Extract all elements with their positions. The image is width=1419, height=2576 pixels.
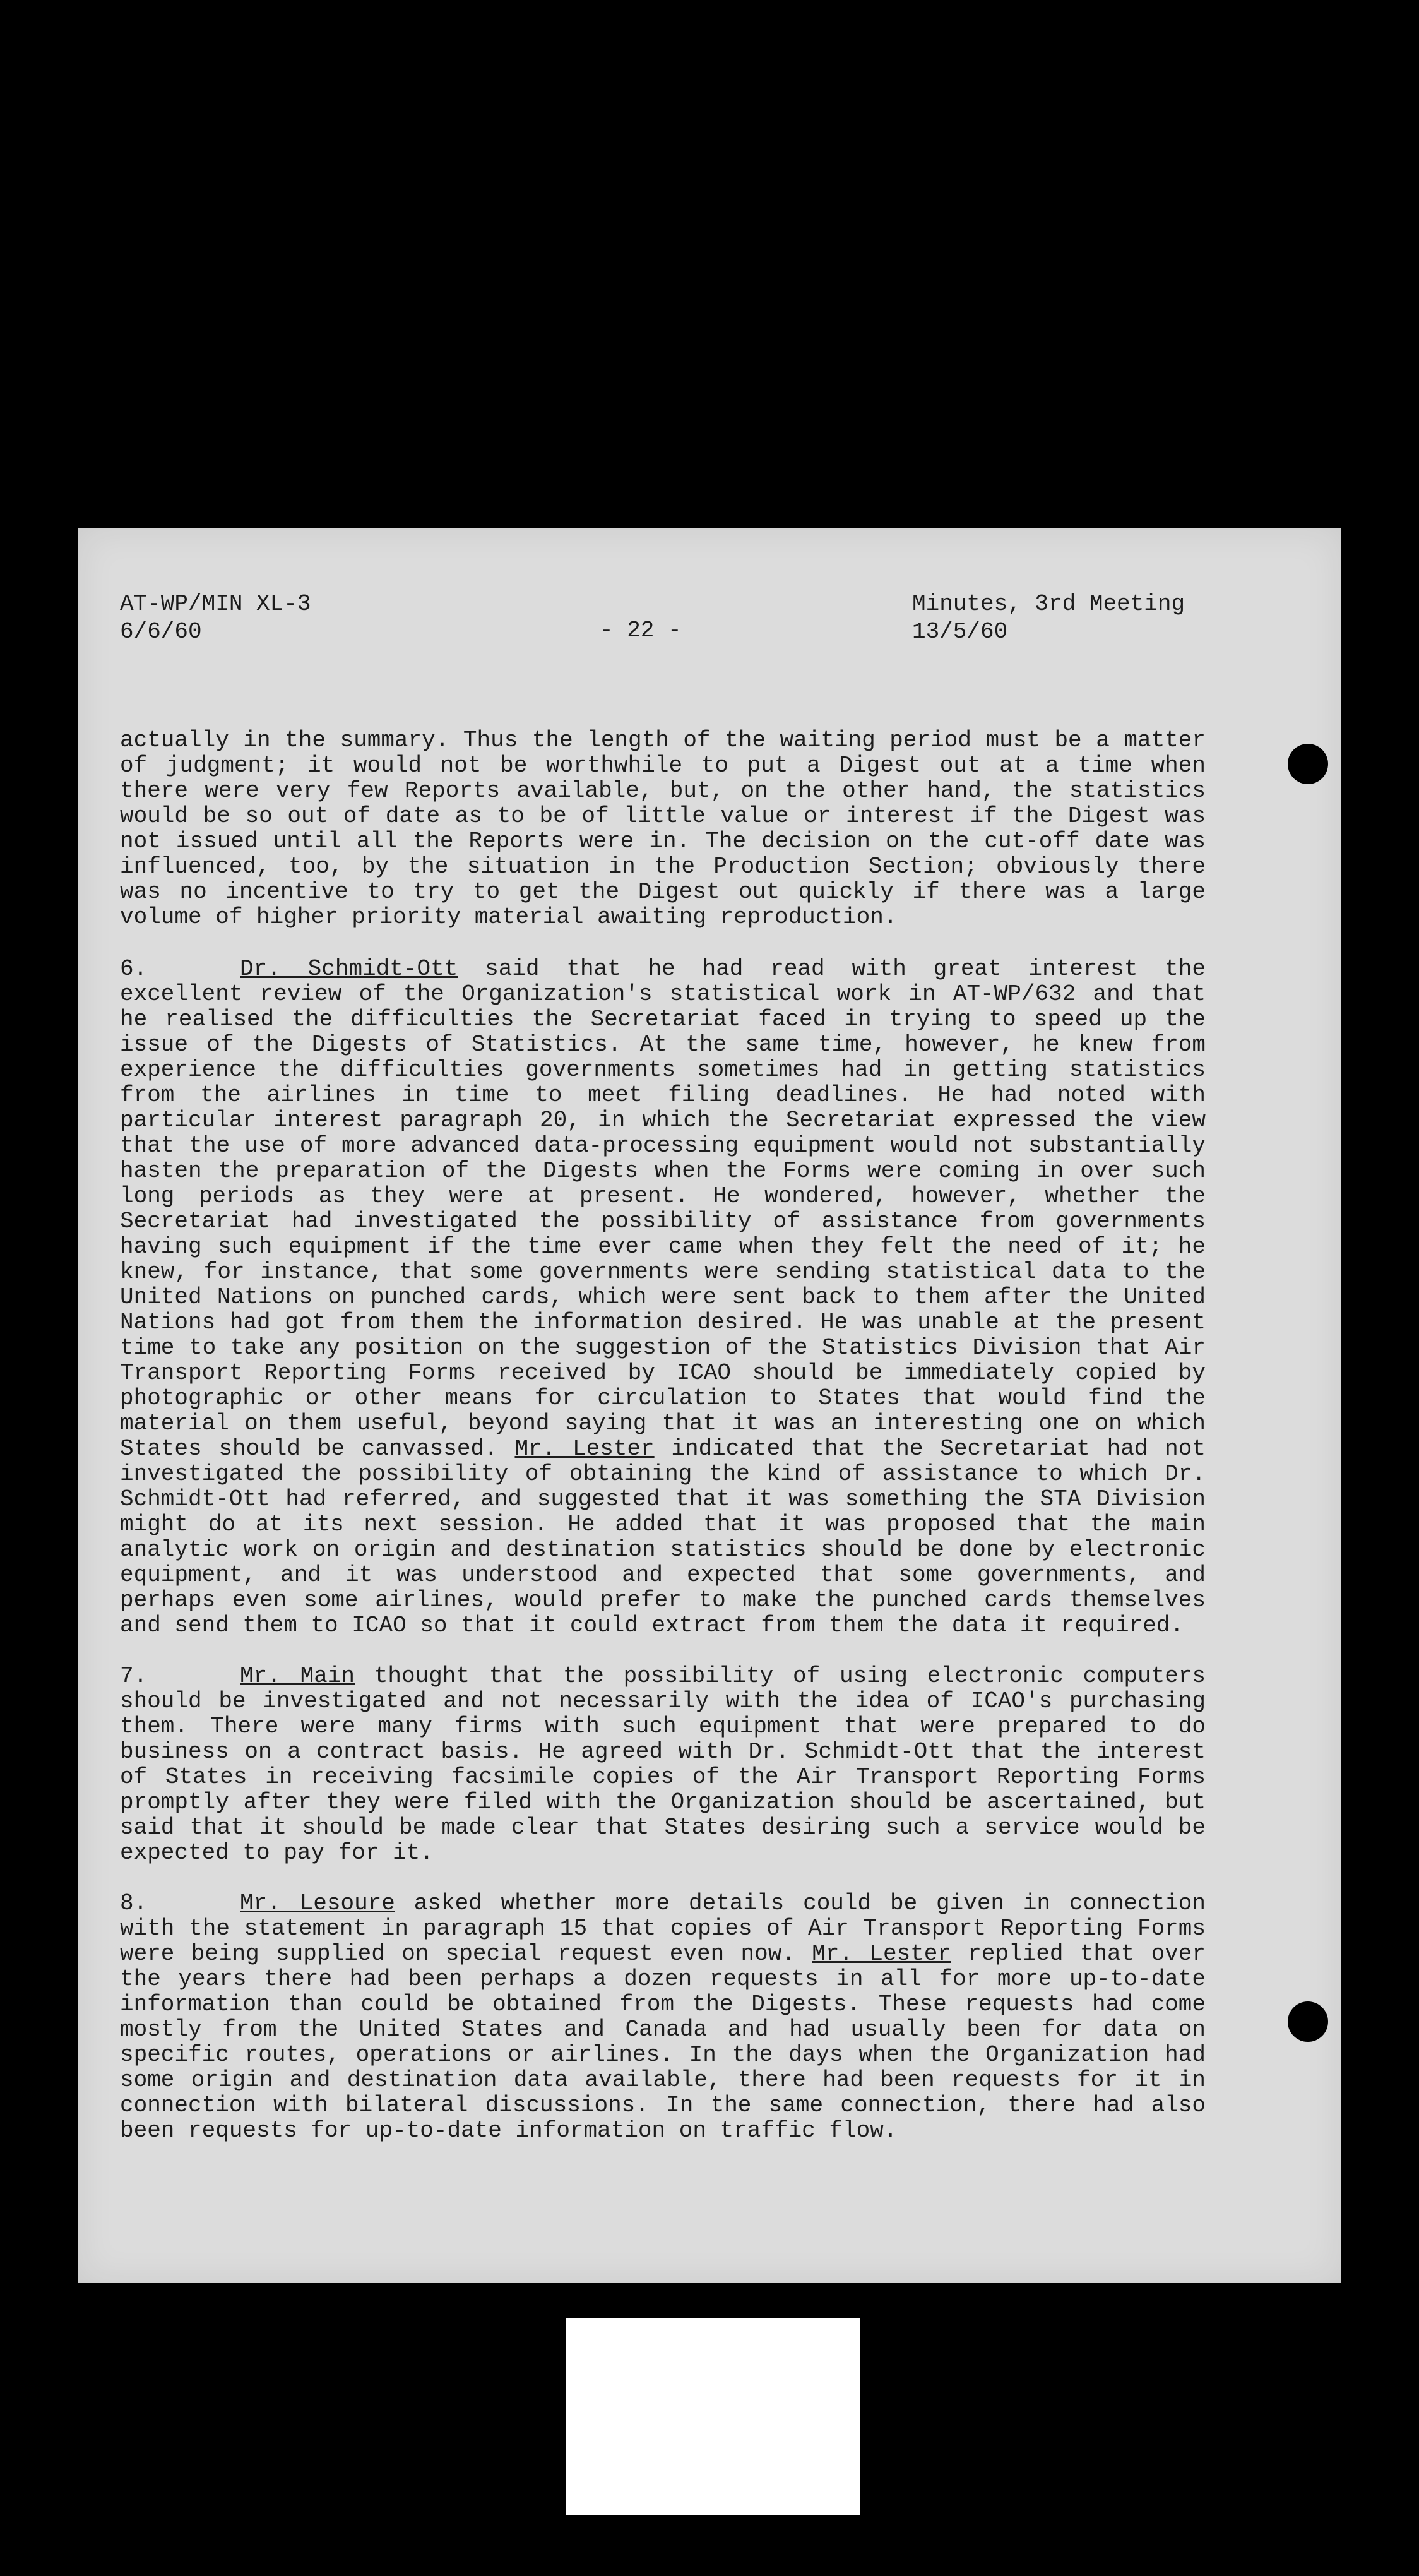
speaker-name: Mr. Lester	[514, 1436, 655, 1462]
header-meeting	[912, 590, 1185, 646]
meeting-title: Minutes, 3rd Meeting	[912, 591, 1185, 617]
paragraph-number: 8.	[120, 1890, 148, 1916]
speaker-name: Dr. Schmidt-Ott	[240, 956, 458, 982]
white-target-card	[566, 2318, 860, 2515]
paragraph-continuation: actually in the summary. Thus the length of the waiting period must be a matter of judgment; it would not be worthwhile to put a Digest out at a time when there were very few Reports available, but, on the other hand, the statistics would be so out of date as to be of little value or interest if the Digest was not issued until all the Reports were in. The decision on the cut-off date was influenced, too, by the situation in the Production Section; obviously there was no incentive to try to get the Digest out quickly if there was a large volume of higher priority material awaiting reproduction.	[120, 727, 1206, 930]
speaker-name: Mr. Lester	[812, 1941, 951, 1967]
punch-hole-bottom	[1288, 2001, 1328, 2042]
document-date: 6/6/60	[120, 619, 202, 645]
paragraph-text: replied that over the years there had been perhaps a dozen requests in all for more up-to-date information than could be obtained from the Digests. These requests had come mostly from the United States and Canada and had usually been for data on specific routes, operations or airlines. In the days when the Organization had some origin and destination data available, there had been requests for it in connection with bilateral discussions. In the same connection, there had also been requests for up-to-date information on traffic flow.	[120, 1941, 1206, 2144]
paragraph-text: thought that the possibility of using electronic computers should be investigated and not necessarily with the idea of ICAO's purchasing them. There were many firms with such equipment that were prepared to do business on a contract basis. He agreed with Dr. Schmidt-Ott that the interest of States in receiving facsimile copies of the Air Transport Reporting Forms promptly after they were filed with the Organization should be ascertained, but said that it should be made clear that States desiring such a service would be expected to pay for it.	[120, 1663, 1206, 1866]
meeting-date: 13/5/60	[912, 619, 1008, 645]
paragraph-number: 6.	[120, 956, 148, 982]
paragraph-7	[120, 1664, 1206, 1866]
punch-hole-top	[1288, 744, 1328, 784]
paragraph-8	[120, 1891, 1206, 2144]
speaker-name: Mr. Main	[240, 1663, 355, 1689]
paragraph-text: asked whether more details could be given in connection with the statement in paragraph 15 that copies of Air Transport Reporting Forms were being supplied on special request even now.	[120, 1890, 1206, 1967]
paragraph-6	[120, 957, 1206, 1638]
paragraph-number: 7.	[120, 1663, 148, 1689]
minutes-body	[120, 728, 1206, 2169]
document-code: AT-WP/MIN XL-3	[120, 591, 311, 617]
speaker-name: Mr. Lesoure	[240, 1890, 395, 1916]
header-reference	[120, 590, 311, 646]
paragraph-text: said that he had read with great interest the excellent review of the Organization's statistical work in AT-WP/632 and that he realised the difficulties the Secretariat faced in trying to speed up the issue of the Digests of Statistics. At the same time, however, he knew from experience the difficulties governments sometimes had in getting statistics from the airlines in time to meet filing deadlines. He had noted with particular interest paragraph 20, in which the Secretariat expressed the view that the use of more advanced data-processing equipment would not substantially hasten the preparation of the Digests when the Forms were coming in over such long periods as they were at present. He wondered, however, whether the Secretariat had investigated the possibility of assistance from governments having such equipment if the time ever came when they felt the need of it; he knew, for instance, that some governments were sending statistical data to the United Nations on punched cards, which were sent back to them after the United Nations had got from them the information desired. He was unable at the present time to take any position on the suggestion of the Statistics Division that Air Transport Reporting Forms received by ICAO should be immediately copied by photographic or other means for circulation to States that would find the material on them useful, beyond saying that it was an interesting one on which States should be canvassed.	[120, 956, 1206, 1462]
paragraph-text: indicated that the Secretariat had not investigated the possibility of obtaining the kind of assistance to which Dr. Schmidt-Ott had referred, and suggested that it was something the STA Division might do at its next session. He added that it was proposed that the main analytic work on origin and destination statistics should be done by electronic equipment, and it was understood and expected that some governments, and perhaps even some airlines, would prefer to make the punched cards themselves and send them to ICAO so that it could extract from them the data it required.	[120, 1436, 1206, 1638]
page-number: - 22 -	[600, 617, 682, 643]
